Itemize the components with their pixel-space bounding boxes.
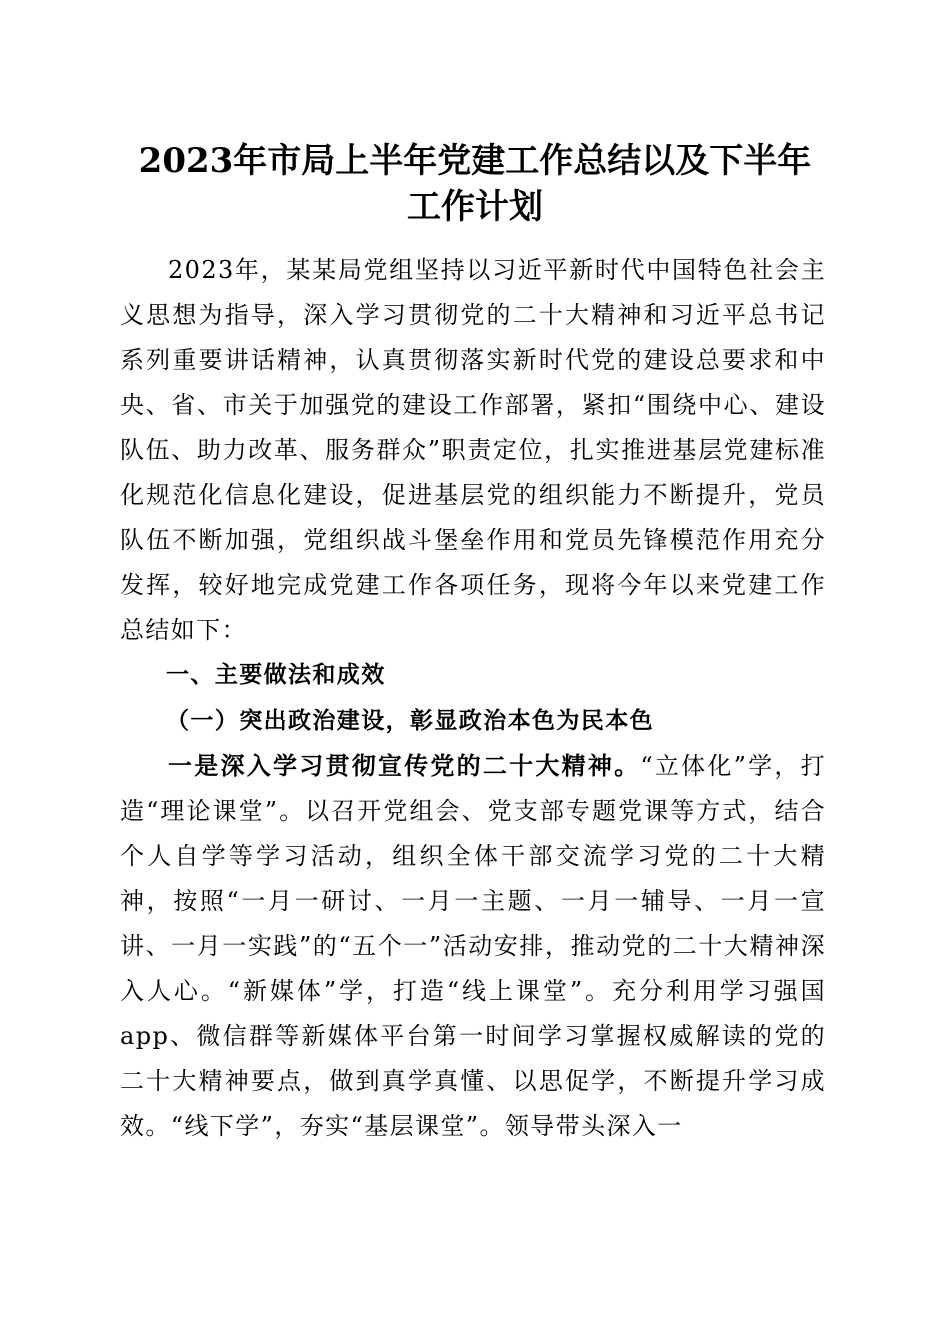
intro-paragraph: 2023年，某某局党组坚持以习近平新时代中国特色社会主义思想为指导，深入学习贯彻党的二十大精神和习近平总书记系列重要讲话精神，认真贯彻落实新时代党的建设总要求和中央、省、市关于加强党的建设工作部署，紧扣“围绕中心、建设队伍、助力改革、服务群众”职责定位，扎实推进基层党建标准化规范化信息化建设，促进基层党的组织能力不断提升，党员队伍不断加强，党组织战斗堡垒作用和党员先锋模范作用充分发挥，较好地完成党建工作各项任务，现将今年以来党建工作总结如下：: [120, 256, 826, 644]
document-title-line-2: 工作计划: [407, 187, 543, 227]
document-title-line-1: 2023年市局上半年党建工作总结以及下半年: [138, 141, 812, 181]
section-heading-main-practices: 一、主要做法和成效: [166, 662, 386, 688]
paragraph-lead-phrase: 一是深入学习贯彻宣传党的二十大精神。: [168, 751, 641, 780]
document-body: [120, 248, 826, 1149]
paragraph-study-twentieth-congress: [120, 743, 826, 1149]
subsection-heading-political-building: （一）突出政治建设，彰显政治本色为民本色: [166, 707, 654, 734]
document-title: [120, 138, 830, 230]
paragraph-body-text: “立体化”学，打造“理论课堂”。以召开党组会、党支部专题党课等方式，结合个人自学等学习活动，组织全体干部交流学习党的二十大精神，按照“一月一研讨、一月一主题、一月一辅导、一月一宣讲、一月一实践”的“五个一”活动安排，推动党的二十大精神深入人心。“新媒体”学，打造“线上课堂”。充分利用学习强国app、微信群等新媒体平台第一时间学习掌握权威解读的党的二十大精神要点，做到真学真懂、以思促学，不断提升学习成效。“线下学”，夯实“基层课堂”。领导带头深入一: [120, 752, 826, 1140]
